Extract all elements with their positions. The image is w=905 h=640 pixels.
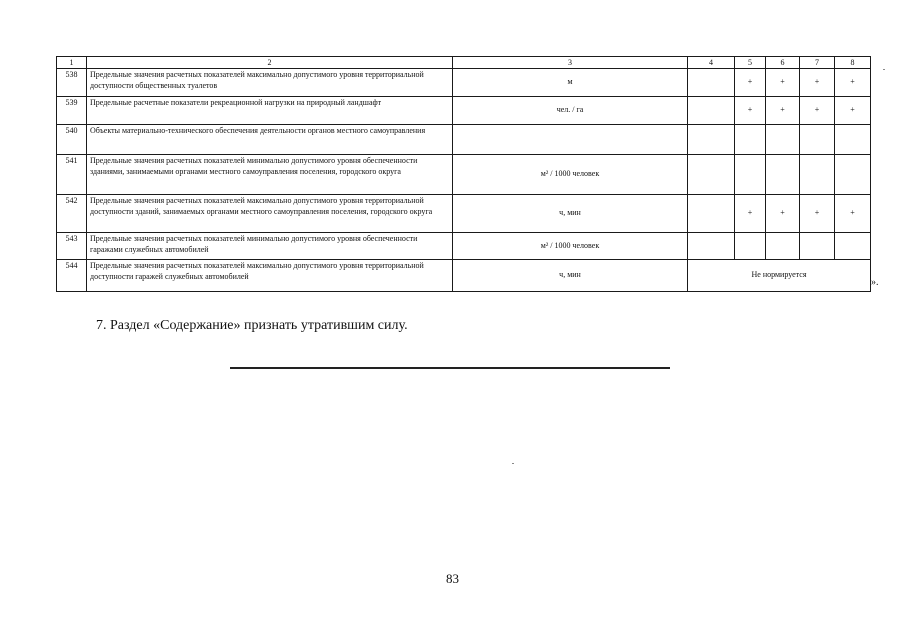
col4-cell [688, 155, 735, 195]
unit-cell: ч, мин [453, 195, 688, 233]
table-row [57, 195, 871, 233]
mark-cell [735, 125, 766, 155]
row-number: 542 [57, 195, 87, 233]
col4-cell [688, 97, 735, 125]
table-row [57, 233, 871, 260]
indicator-name: Предельные значения расчетных показателей максимально допустимого уровня территориальной доступности зданий, занимаемых органами местного самоуправления поселения, городского округа [87, 195, 453, 233]
unit-cell: м [453, 69, 688, 97]
indicator-name: Предельные значения расчетных показателей максимально допустимого уровня территориальной доступности гаражей служебных автомобилей [87, 260, 453, 292]
mark-cell [835, 125, 871, 155]
mark-cell: + [735, 195, 766, 233]
merged-norm-cell: Не нормируется [688, 260, 871, 292]
row-number: 544 [57, 260, 87, 292]
regulation-table [56, 56, 871, 292]
column-header-1: 1 [57, 57, 87, 69]
mark-cell [800, 155, 835, 195]
column-header-5: 5 [735, 57, 766, 69]
mark-cell: + [766, 97, 800, 125]
mark-cell: + [800, 97, 835, 125]
indicator-name: Предельные значения расчетных показателей максимально допустимого уровня территориальной доступности общественных туалетов [87, 69, 453, 97]
row-number: 541 [57, 155, 87, 195]
mark-cell [800, 125, 835, 155]
unit-cell: чел. / га [453, 97, 688, 125]
column-header-7: 7 [800, 57, 835, 69]
scan-speck [512, 463, 514, 464]
mark-cell: + [735, 69, 766, 97]
mark-cell: + [800, 69, 835, 97]
mark-cell: + [800, 195, 835, 233]
mark-cell [735, 155, 766, 195]
table-header-row [57, 57, 871, 69]
row-number: 540 [57, 125, 87, 155]
col4-cell [688, 69, 735, 97]
mark-cell [766, 233, 800, 260]
indicator-name: Предельные значения расчетных показателей минимально допустимого уровня обеспеченности гаражами служебных автомобилей [87, 233, 453, 260]
unit-cell [453, 125, 688, 155]
mark-cell: + [766, 69, 800, 97]
horizontal-rule [230, 367, 670, 369]
column-header-4: 4 [688, 57, 735, 69]
row-number: 543 [57, 233, 87, 260]
col4-cell [688, 233, 735, 260]
section-heading: Объекты материально-технического обеспечения деятельности органов местного самоуправления [87, 125, 453, 155]
mark-cell [735, 233, 766, 260]
table-row [57, 69, 871, 97]
unit-cell: м² / 1000 человек [453, 155, 688, 195]
mark-cell: + [835, 69, 871, 97]
column-header-3: 3 [453, 57, 688, 69]
paragraph-7: 7. Раздел «Содержание» признать утратившим силу. [96, 318, 408, 333]
col4-cell [688, 125, 735, 155]
mark-cell: + [835, 195, 871, 233]
mark-cell: + [735, 97, 766, 125]
column-header-8: 8 [835, 57, 871, 69]
table-row [57, 260, 871, 292]
mark-cell [800, 233, 835, 260]
table-row [57, 155, 871, 195]
mark-cell: + [835, 97, 871, 125]
unit-cell: м² / 1000 человек [453, 233, 688, 260]
mark-cell [766, 125, 800, 155]
mark-cell [835, 233, 871, 260]
row-number: 539 [57, 97, 87, 125]
column-header-2: 2 [87, 57, 453, 69]
mark-cell [835, 155, 871, 195]
col4-cell [688, 195, 735, 233]
unit-cell: ч, мин [453, 260, 688, 292]
closing-quote: ». [871, 277, 879, 288]
table-row [57, 97, 871, 125]
page-number: 83 [446, 571, 459, 586]
column-header-6: 6 [766, 57, 800, 69]
indicator-name: Предельные расчетные показатели рекреационной нагрузки на природный ландшафт [87, 97, 453, 125]
mark-cell [766, 155, 800, 195]
indicator-name: Предельные значения расчетных показателей минимально допустимого уровня обеспеченности зданиями, занимаемыми органами местного самоуправления поселения, городского округа [87, 155, 453, 195]
row-number: 538 [57, 69, 87, 97]
scan-speck [883, 69, 885, 70]
table-row [57, 125, 871, 155]
mark-cell: + [766, 195, 800, 233]
